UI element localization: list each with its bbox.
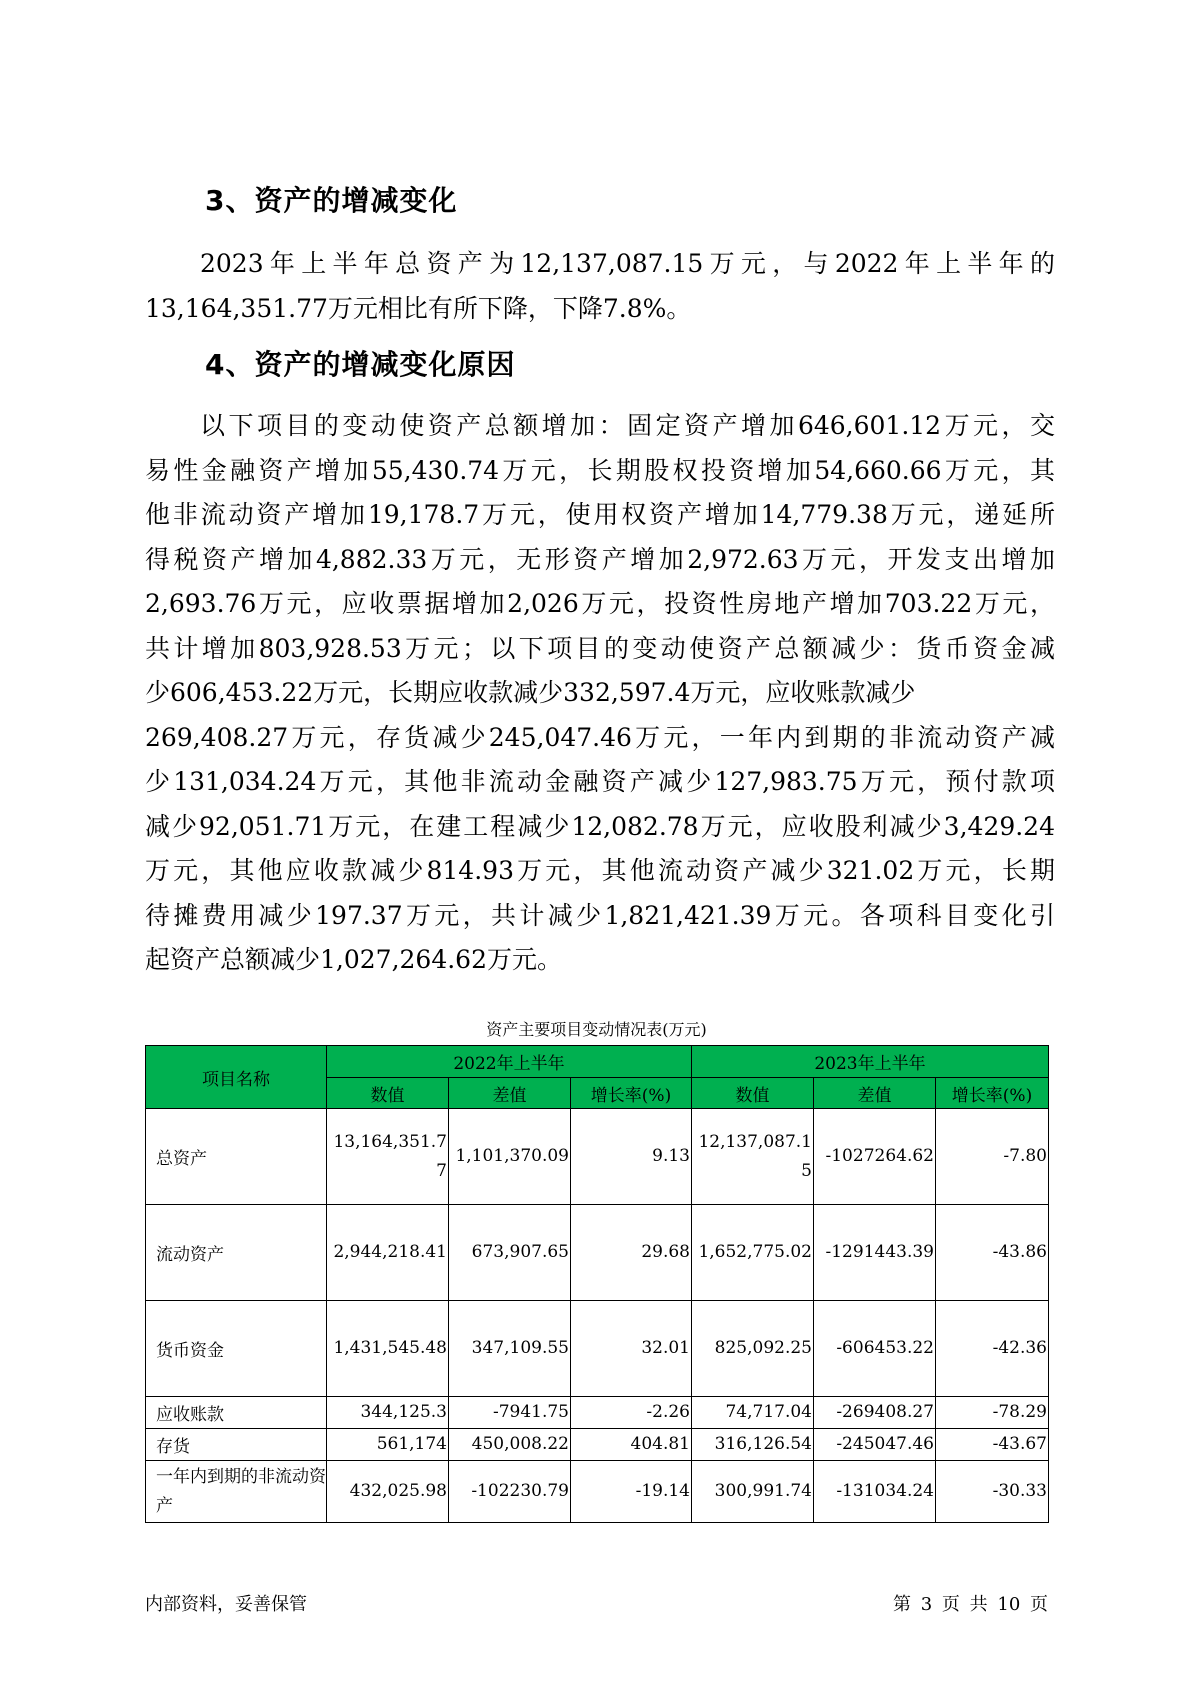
cell-growth-2023: -7.80 [936,1109,1049,1205]
footer-page-number: 第 3 页 共 10 页 [893,1594,1048,1615]
section-heading-asset-change-reasons: 4、资产的增减变化原因 [205,348,516,381]
column-header-period-2022: 2022年上半年 [327,1046,692,1078]
cell-value-2023: 316,126.54 [692,1429,814,1461]
cell-value-2022: 2,944,218.41 [327,1205,449,1301]
cell-value-2023: 12,137,087.15 [692,1109,814,1205]
cell-growth-2022: 29.68 [571,1205,692,1301]
cell-value-2022: 432,025.98 [327,1461,449,1523]
text-line: 他非流动资产增加19,178.7万元，使用权资产增加14,779.38万元，递延所 [145,500,1055,529]
cell-difference-2022: 347,109.55 [449,1301,571,1397]
footer-confidential-note: 内部资料，妥善保管 [145,1594,307,1615]
column-header-growth-rate: 增长率(%) [571,1078,692,1109]
text-line: 2023年上半年总资产为12,137,087.15万元，与2022年上半年的 [200,249,1055,278]
table-row [146,1205,1049,1301]
cell-difference-2023: -269408.27 [814,1397,936,1429]
text-line: 2,693.76万元，应收票据增加2,026万元，投资性房地产增加703.22万元， [145,589,1055,618]
cell-growth-2022: 32.01 [571,1301,692,1397]
paragraph-asset-change-reasons [145,404,1055,983]
text-line: 万元，其他应收款减少814.93万元，其他流动资产减少321.02万元，长期 [145,856,1055,885]
cell-difference-2022: -7941.75 [449,1397,571,1429]
text-line: 少131,034.24万元，其他非流动金融资产减少127,983.75万元，预付款项 [145,767,1056,796]
column-header-period-2023: 2023年上半年 [692,1046,1049,1078]
row-name: 一年内到期的非流动资产 [146,1461,327,1523]
cell-growth-2023: -30.33 [936,1461,1049,1523]
cell-difference-2023: -1291443.39 [814,1205,936,1301]
cell-value-2023: 300,991.74 [692,1461,814,1523]
cell-difference-2022: 1,101,370.09 [449,1109,571,1205]
column-header-difference: 差值 [814,1078,936,1109]
text-line: 易性金融资产增加55,430.74万元，长期股权投资增加54,660.66万元，其 [145,455,1055,485]
text-line: 以下项目的变动使资产总额增加：固定资产增加646,601.12万元，交 [200,411,1055,440]
cell-growth-2023: -43.67 [936,1429,1049,1461]
paragraph-asset-change [145,242,1055,331]
table-header-row [146,1046,1049,1078]
cell-value-2022: 13,164,351.77 [327,1109,449,1205]
column-header-value: 数值 [692,1078,814,1109]
cell-value-2022: 344,125.3 [327,1397,449,1429]
column-header-item-name: 项目名称 [146,1046,327,1109]
row-name: 货币资金 [146,1301,327,1397]
cell-value-2022: 1,431,545.48 [327,1301,449,1397]
cell-growth-2023: -78.29 [936,1397,1049,1429]
text-line: 待摊费用减少197.37万元，共计减少1,821,421.39万元。各项科目变化引 [145,900,1055,930]
cell-growth-2023: -42.36 [936,1301,1049,1397]
cell-value-2023: 825,092.25 [692,1301,814,1397]
cell-difference-2023: -606453.22 [814,1301,936,1397]
cell-difference-2023: -1027264.62 [814,1109,936,1205]
cell-difference-2022: -102230.79 [449,1461,571,1523]
column-header-value: 数值 [327,1078,449,1109]
column-header-difference: 差值 [449,1078,571,1109]
cell-value-2023: 1,652,775.02 [692,1205,814,1301]
table-row [146,1109,1049,1205]
text-line: 减少92,051.71万元，在建工程减少12,082.78万元，应收股利减少3,429.24 [145,811,1055,841]
cell-growth-2022: 9.13 [571,1109,692,1205]
cell-growth-2022: -2.26 [571,1397,692,1429]
cell-value-2023: 74,717.04 [692,1397,814,1429]
cell-growth-2022: 404.81 [571,1429,692,1461]
row-name: 应收账款 [146,1397,327,1429]
text-line: 得税资产增加4,882.33万元，无形资产增加2,972.63万元，开发支出增加 [145,544,1055,574]
table-row [146,1301,1049,1397]
text-line: 共计增加803,928.53万元；以下项目的变动使资产总额减少：货币资金减 [145,633,1055,663]
cell-difference-2023: -245047.46 [814,1429,936,1461]
asset-change-table [145,1045,1049,1523]
section-heading-asset-change: 3、资产的增减变化 [205,184,458,217]
cell-growth-2023: -43.86 [936,1205,1049,1301]
table-row [146,1397,1049,1429]
row-name: 存货 [146,1429,327,1461]
text-line: 少606,453.22万元，长期应收款减少332,597.4万元，应收账款减少 [145,678,916,707]
cell-difference-2022: 673,907.65 [449,1205,571,1301]
row-name: 总资产 [146,1109,327,1205]
text-line: 13,164,351.77万元相比有所下降，下降7.8%。 [145,293,692,323]
table-row [146,1429,1049,1461]
cell-difference-2023: -131034.24 [814,1461,936,1523]
cell-value-2022: 561,174 [327,1429,449,1461]
cell-growth-2022: -19.14 [571,1461,692,1523]
row-name: 流动资产 [146,1205,327,1301]
cell-difference-2022: 450,008.22 [449,1429,571,1461]
text-line: 269,408.27万元，存货减少245,047.46万元，一年内到期的非流动资产减 [145,722,1055,752]
table-caption: 资产主要项目变动情况表(万元) [486,1020,707,1039]
table-row [146,1461,1049,1523]
column-header-growth-rate: 增长率(%) [936,1078,1049,1109]
text-line: 起资产总额减少1,027,264.62万元。 [145,945,562,974]
